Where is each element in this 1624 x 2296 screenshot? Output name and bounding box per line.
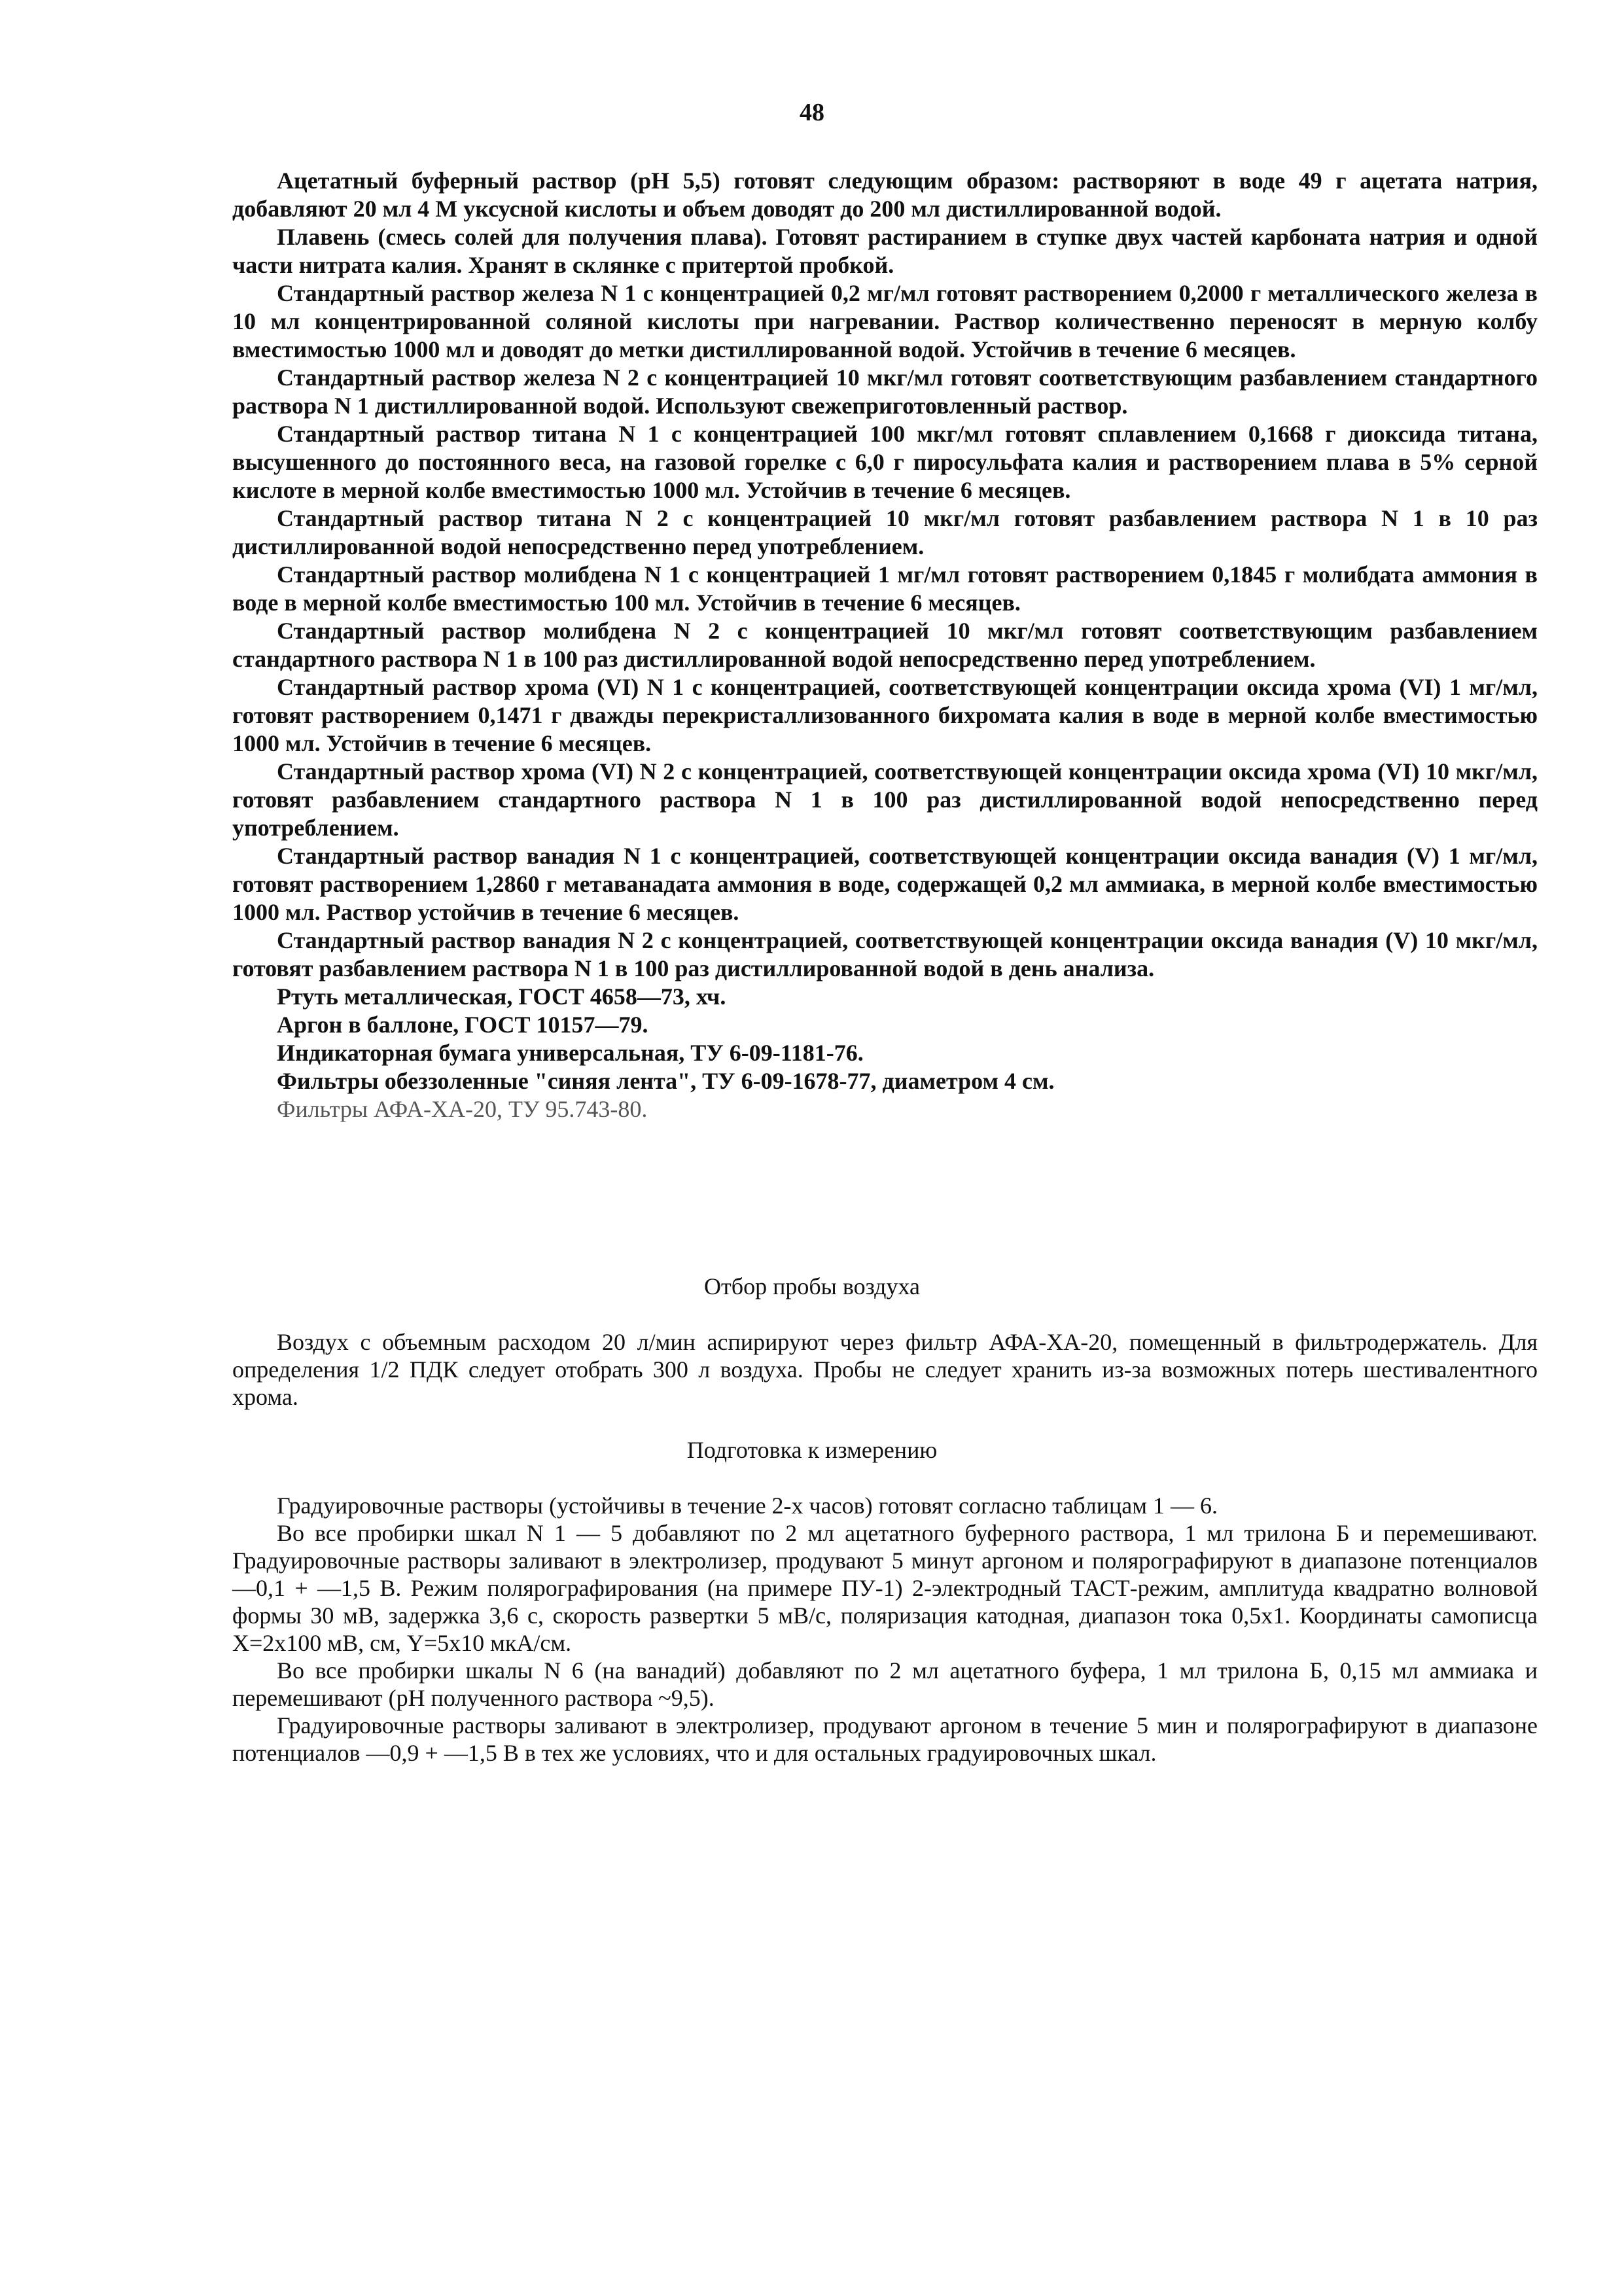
material-item: Аргон в баллоне, ГОСТ 10157—79. (277, 1012, 648, 1038)
reagent-paragraph: Стандартный раствор молибдена N 1 с концентрацией 1 мг/мл готовят растворением 0,1845 г молибдата аммония в воде в мерной колбе вместимостью 100 мл. Устойчив в течение 6 месяцев. (232, 561, 1538, 616)
reagent-paragraph: Стандартный раствор ванадия N 1 с концентрацией, соответствующей концентрации оксида ванадия (V) 1 мг/мл, готовят растворением 1,2860 г метаванадата аммония в воде, содержащей 0,2 мл аммиака, в мерной колбе вместимостью 1000 мл. Раствор устойчив в течение 6 месяцев. (232, 843, 1538, 925)
sampling-heading: Отбор пробы воздуха (704, 1273, 920, 1299)
preparation-paragraph: Во все пробирки шкал N 1 — 5 добавляют по 2 мл ацетатного буферного раствора, 1 мл трилона Б и перемешивают. Градуировочные растворы заливают в электролизер, продувают 5 минут аргоном и полярографируют в диапазоне потенциалов —0,1 + —1,5 В. Режим полярографирования (на примере ПУ-1) 2-электродный ТАСТ-режим, амплитуда квадратно волновой формы 30 мВ, задержка 3,6 с, скорость развертки 5 мВ/с, поляризация катодная, диапазон тока 0,5х1. Координаты самописца Х=2х100 мВ, см, Y=5х10 мкА/см. (232, 1520, 1538, 1656)
material-item: Ртуть металлическая, ГОСТ 4658—73, хч. (277, 983, 726, 1010)
preparation-paragraph: Градуировочные растворы заливают в электролизер, продувают аргоном в течение 5 мин и полярографируют в диапазоне потенциалов —0,9 + —1,5 В в тех же условиях, что и для остальных градуировочных шкал. (232, 1712, 1538, 1766)
reagent-paragraph: Стандартный раствор титана N 2 с концентрацией 10 мкг/мл готовят разбавлением раствора N 1 в 10 раз дистиллированной водой непосредственно перед употреблением. (232, 505, 1538, 559)
page-number: 48 (800, 99, 824, 126)
sampling-section (232, 1328, 1538, 1411)
reagent-paragraph: Стандартный раствор ванадия N 2 с концентрацией, соответствующей концентрации оксида ванадия (V) 10 мкг/мл, готовят разбавлением раствора N 1 в 100 раз дистиллированной водой в день анализа. (232, 927, 1538, 981)
material-item: Фильтры обеззоленные "синяя лента", ТУ 6-09-1678-77, диаметром 4 см. (277, 1068, 1055, 1094)
preparation-paragraph: Градуировочные растворы (устойчивы в течение 2-х часов) готовят согласно таблицам 1 — 6. (277, 1492, 1218, 1519)
reagent-paragraph: Ацетатный буферный раствор (pH 5,5) готовят следующим образом: растворяют в воде 49 г ацетата натрия, добавляют 20 мл 4 М уксусной кислоты и объем доводят до 200 мл дистиллированной водой. (232, 168, 1538, 222)
reagent-paragraph: Стандартный раствор молибдена N 2 с концентрацией 10 мкг/мл готовят соответствующим разбавлением стандартного раствора N 1 в 100 раз дистиллированной водой непосредственно перед употреблением. (232, 618, 1538, 672)
material-item: Фильтры АФА-ХА-20, ТУ 95.743-80. (277, 1096, 648, 1122)
preparation-paragraph: Во все пробирки шкалы N 6 (на ванадий) добавляют по 2 мл ацетатного буфера, 1 мл трилона Б, 0,15 мл аммиака и перемешивают (pH полученного раствора ~9,5). (232, 1657, 1538, 1711)
reagents-section (232, 167, 1538, 1123)
material-item: Индикаторная бумага универсальная, ТУ 6-09-1181-76. (277, 1040, 864, 1066)
reagent-paragraph: Стандартный раствор хрома (VI) N 1 с концентрацией, соответствующей концентрации оксида хрома (VI) 1 мг/мл, готовят растворением 0,1471 г дважды перекристаллизованного бихромата калия в воде в мерной колбе вместимостью 1000 мл. Устойчив в течение 6 месяцев. (232, 674, 1538, 756)
reagent-paragraph: Стандартный раствор титана N 1 с концентрацией 100 мкг/мл готовят сплавлением 0,1668 г диоксида титана, высушенного до постоянного веса, на газовой горелке с 6,0 г пиросульфата калия и растворением плава в 5% серной кислоте в мерной колбе вместимостью 1000 мл. Устойчив в течение 6 месяцев. (232, 421, 1538, 503)
reagent-paragraph: Стандартный раствор железа N 2 с концентрацией 10 мкг/мл готовят соответствующим разбавлением стандартного раствора N 1 дистиллированной водой. Используют свежеприготовленный раствор. (232, 364, 1538, 419)
reagent-paragraph: Стандартный раствор железа N 1 с концентрацией 0,2 мг/мл готовят растворением 0,2000 г металлического железа в 10 мл концентрированной соляной кислоты при нагревании. Раствор количественно переносят в мерную колбу вместимостью 1000 мл и доводят до метки дистиллированной водой. Устойчив в течение 6 месяцев. (232, 280, 1538, 362)
preparation-section (232, 1492, 1538, 1767)
reagent-paragraph: Плавень (смесь солей для получения плава). Готовят растиранием в ступке двух частей карбоната натрия и одной части нитрата калия. Хранят в склянке с притертой пробкой. (232, 224, 1538, 278)
preparation-heading: Подготовка к измерению (686, 1437, 938, 1463)
sampling-paragraph: Воздух с объемным расходом 20 л/мин аспирируют через фильтр АФА-ХА-20, помещенный в фильтродержатель. Для определения 1/2 ПДК следует отобрать 300 л воздуха. Пробы не следует хранить из-за возможных потерь шестивалентного хрома. (232, 1329, 1538, 1410)
reagent-paragraph: Стандартный раствор хрома (VI) N 2 с концентрацией, соответствующей концентрации оксида хрома (VI) 10 мкг/мл, готовят разбавлением стандартного раствора N 1 в 100 раз дистиллированной водой непосредственно перед употреблением. (232, 758, 1538, 841)
